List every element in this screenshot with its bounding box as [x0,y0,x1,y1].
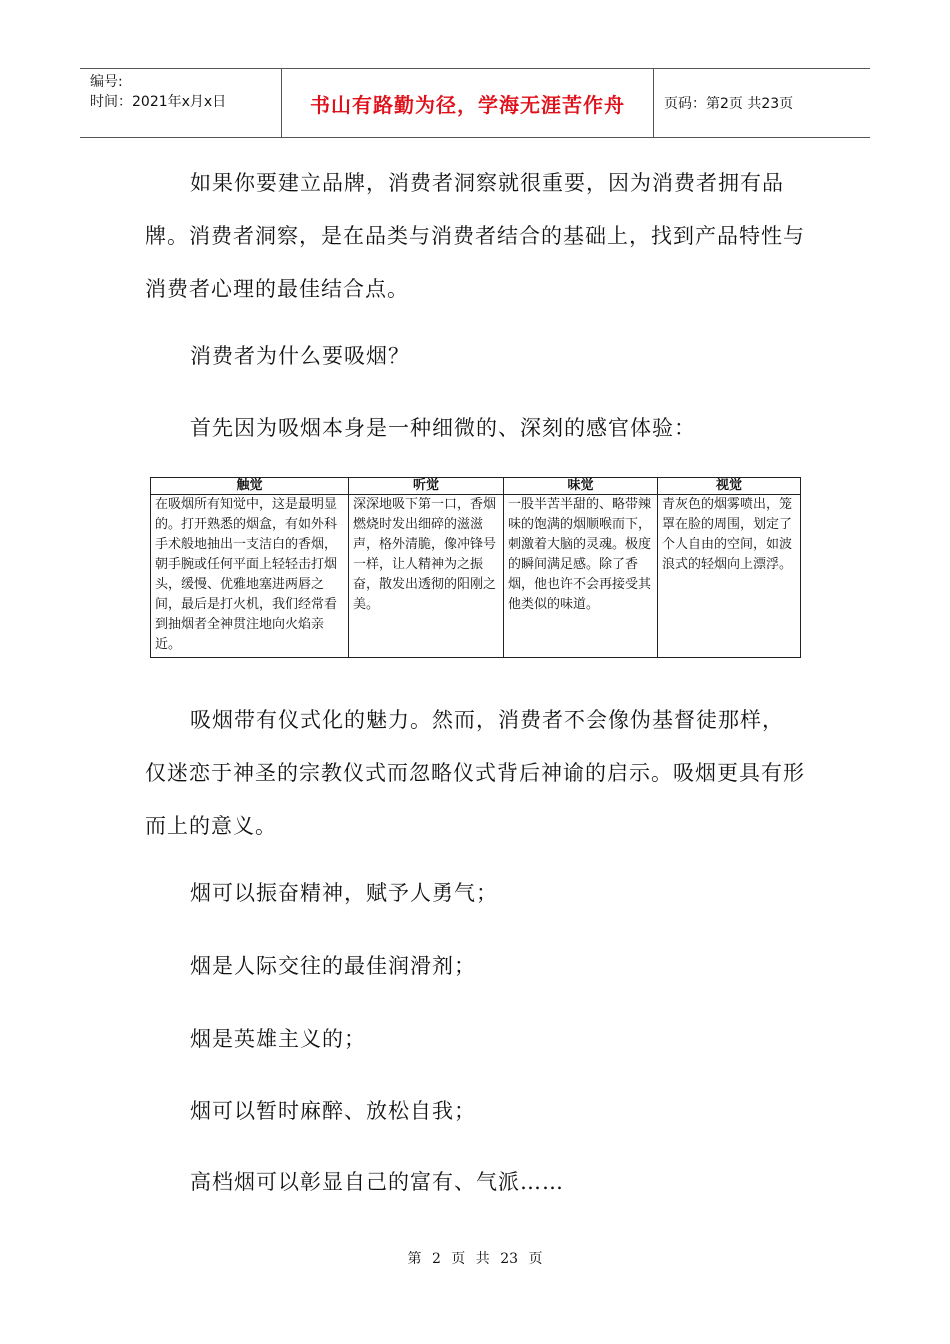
paragraph-ritual: 吸烟带有仪式化的魅力。然而，消费者不会像伪基督徒那样，仅迷恋于神圣的宗教仪式而忽略仪式背后神谕的启示。吸烟更具有形而上的意义。 [145,708,805,838]
paragraph-point-heroism: 烟是英雄主义的； [190,1027,366,1051]
table-cell-sight: 青灰色的烟雾喷出，笼罩在脸的周围，划定了个人自由的空间，如波浪式的轻烟向上漂浮。 [658,495,801,658]
paragraph-point-relax: 烟可以暂时麻醉、放松自我； [190,1099,476,1123]
paragraph-why-smoke: 消费者为什么要吸烟？ [190,344,410,368]
table-header-sight: 视觉 [658,478,801,495]
table-cell-hearing: 深深地吸下第一口，香烟燃烧时发出细碎的滋滋声，格外清脆，像冲锋号一样，让人精神为之振奋，散发出透彻的阳刚之美。 [349,495,504,658]
header-page-info: 页码：第2页 共23页 [664,96,794,112]
header-meta [80,69,282,137]
table-row [151,495,801,658]
paragraph-point-social: 烟是人际交往的最佳润滑剂； [190,954,476,978]
paragraph-point-courage: 烟可以振奋精神，赋予人勇气； [190,881,498,905]
table-header-row [151,478,801,495]
header-motto: 书山有路勤为径，学海无涯苦作舟 [282,69,654,137]
page-footer: 第 2 页 共 23 页 [407,1251,543,1267]
document-time: 时间：2021年x月x日 [90,94,227,110]
paragraph-sensory-intro: 首先因为吸烟本身是一种细微的、深刻的感官体验： [190,416,696,440]
paragraph-brand-insight: 如果你要建立品牌，消费者洞察就很重要，因为消费者拥有品牌。消费者洞察，是在品类与消费者结合的基础上，找到产品特性与消费者心理的最佳结合点。 [145,171,805,301]
table-header-hearing: 听觉 [349,478,504,495]
table-header-taste: 味觉 [504,478,658,495]
table-cell-touch: 在吸烟所有知觉中，这是最明显的。打开熟悉的烟盒，有如外科手术般地抽出一支洁白的香烟，朝手腕或任何平面上轻轻击打烟头，缓慢、优雅地塞进两唇之间，最后是打火机，我们经常看到抽烟者全神贯注地向火焰亲近。 [151,495,349,658]
table-cell-taste: 一股半苦半甜的、略带辣味的饱满的烟顺喉而下，刺激着大脑的灵魂。极度的瞬间满足感。除了香烟，他也许不会再接受其他类似的味道。 [504,495,658,658]
table-header-touch: 触觉 [151,478,349,495]
document-number-label: 编号: [90,74,123,90]
page-header [80,68,870,138]
paragraph-point-status: 高档烟可以彰显自己的富有、气派…… [190,1170,564,1194]
sensory-table [150,477,801,658]
